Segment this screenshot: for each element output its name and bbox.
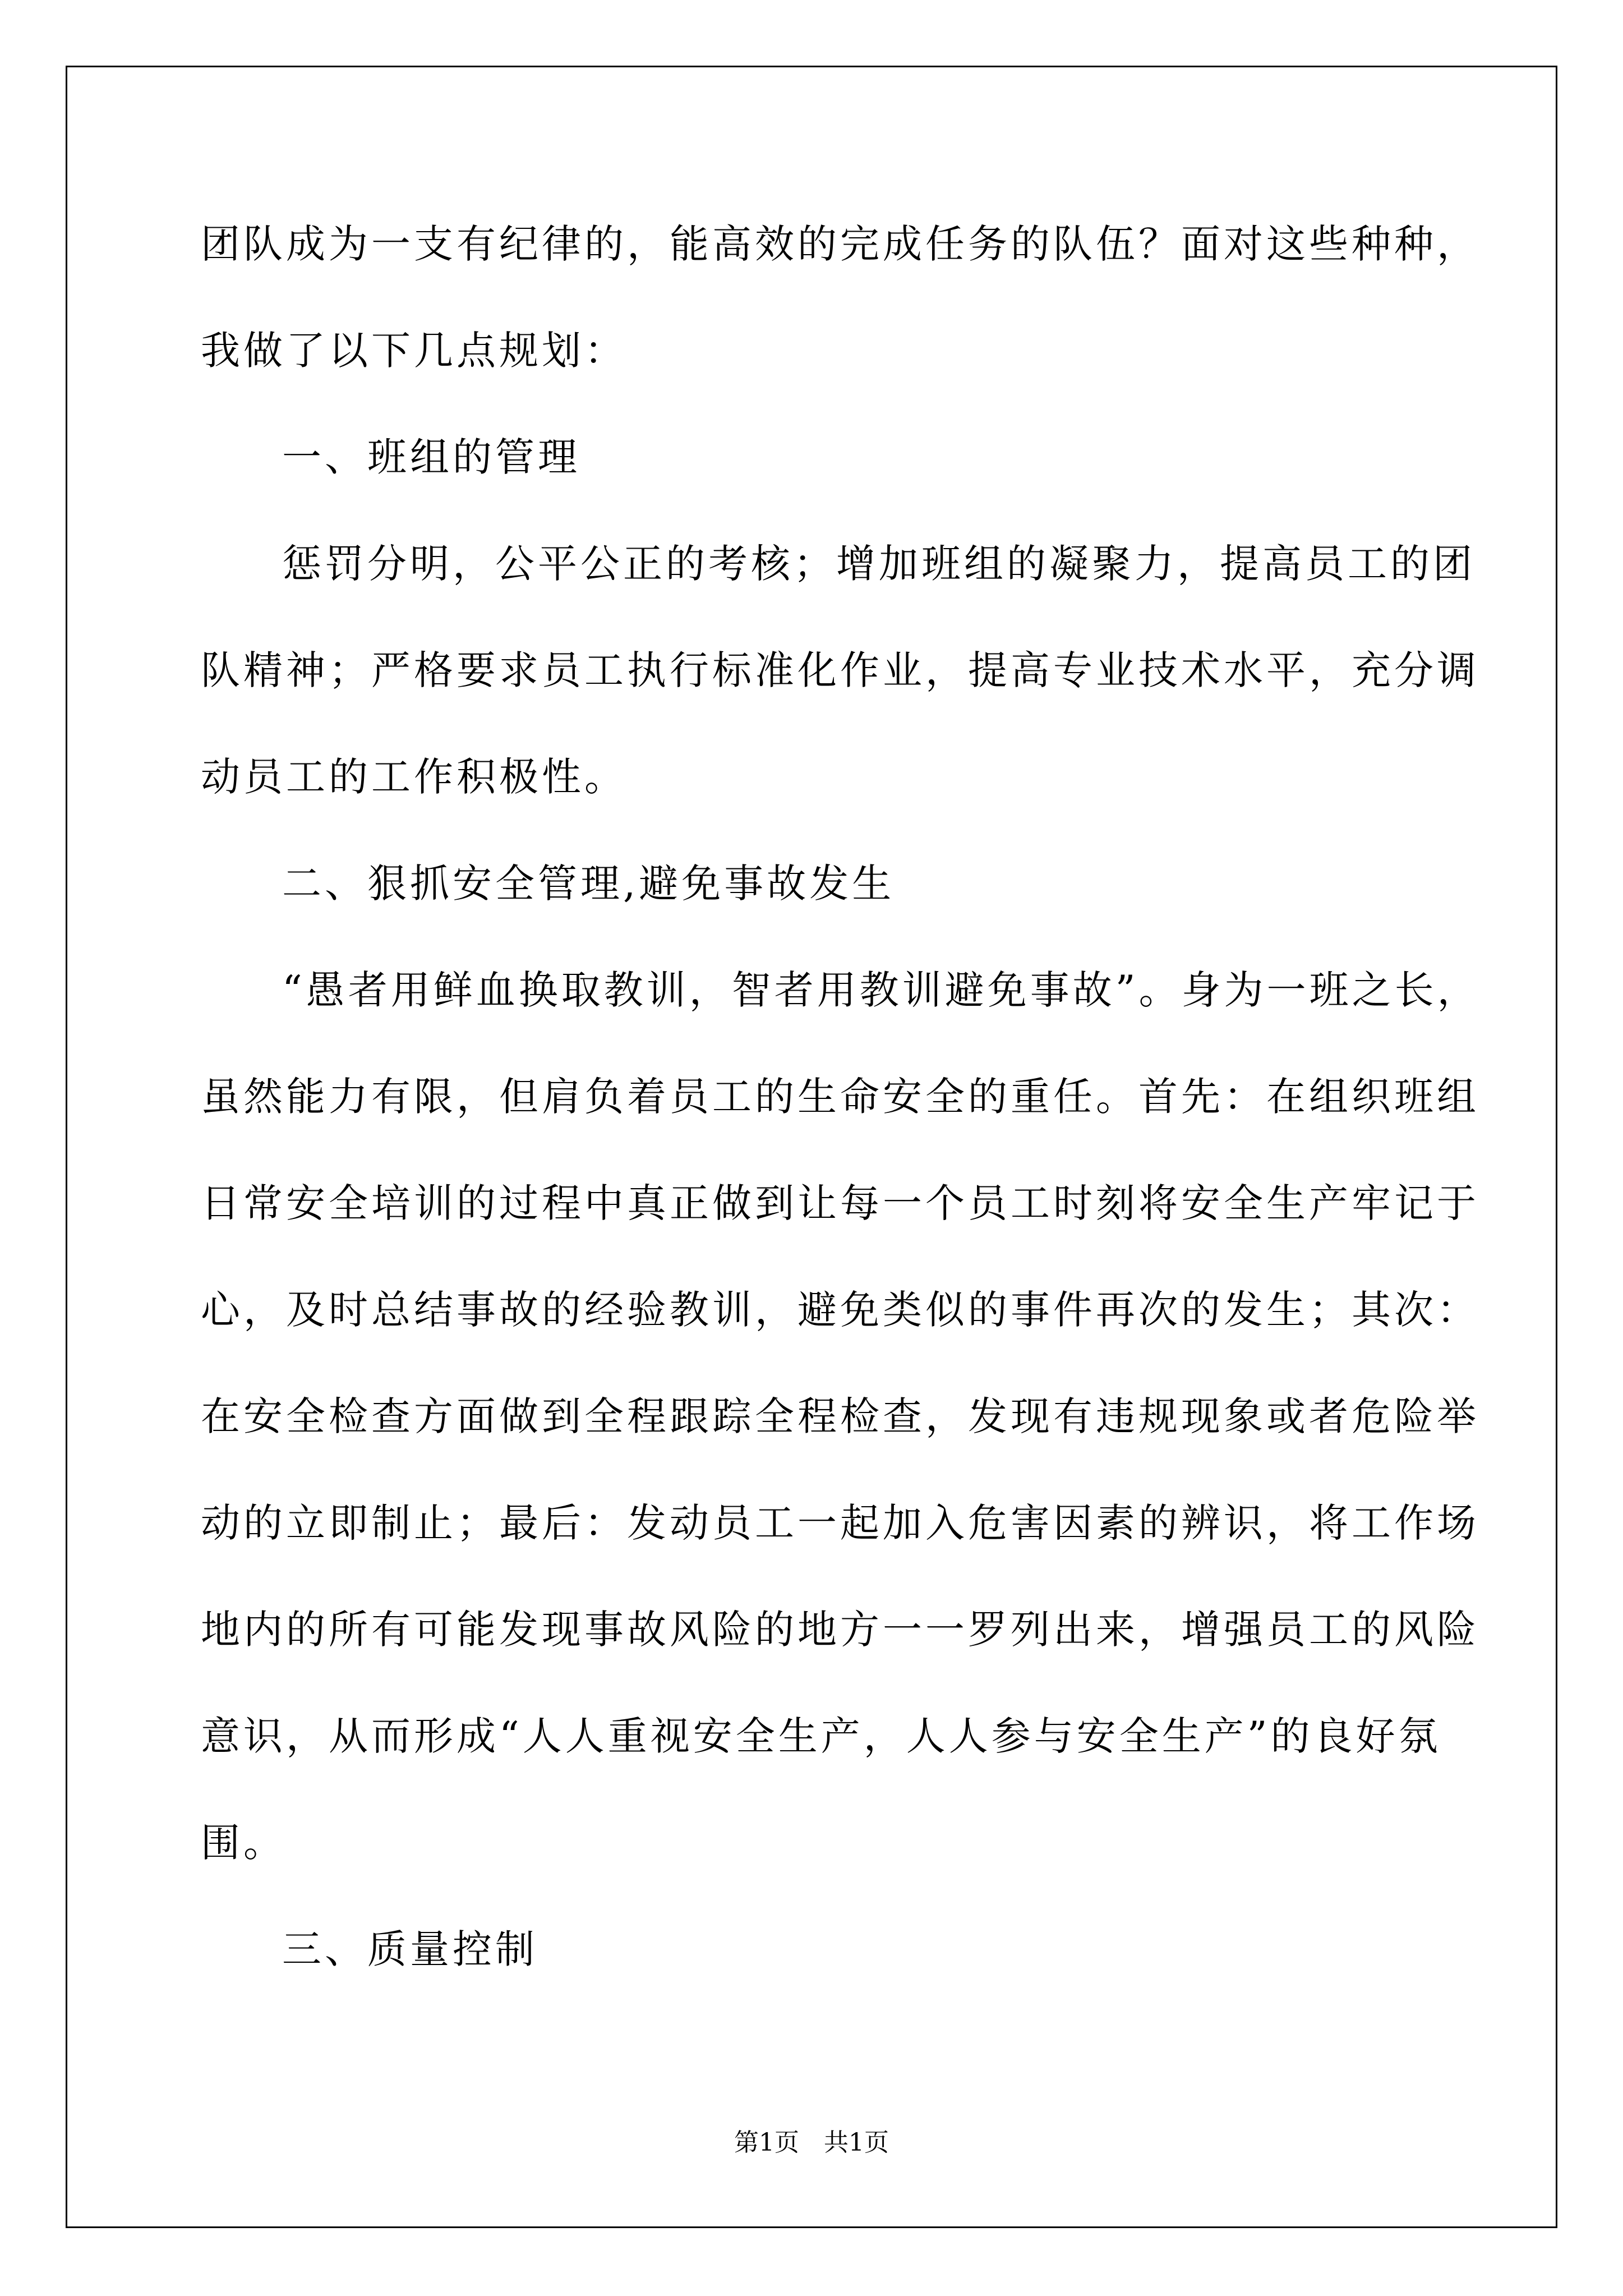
paragraph-line: 地内的所有可能发现事故风险的地方一一罗列出来，增强员工的风险 <box>201 1607 1479 1653</box>
section-heading: 三、质量控制 <box>282 1926 538 1972</box>
paragraph-line: 虽然能力有限，但肩负着员工的生命安全的重任。首先：在组织班组 <box>201 1074 1479 1120</box>
paragraph-line: 心，及时总结事故的经验教训，避免类似的事件再次的发生；其次： <box>201 1287 1479 1333</box>
paragraph-line: 围。 <box>201 1820 286 1866</box>
paragraph-line: 动的立即制止；最后：发动员工一起加入危害因素的辨识，将工作场 <box>201 1500 1479 1546</box>
section-heading: 一、班组的管理 <box>282 434 580 480</box>
section-heading: 二、狠抓安全管理,避免事故发生 <box>282 861 895 907</box>
paragraph-line: 我做了以下几点规划： <box>201 328 627 374</box>
paragraph-line: 意识，从而形成“人人重视安全生产，人人参与安全生产”的良好氛 <box>201 1713 1441 1759</box>
paragraph-line: 团队成为一支有纪律的，能高效的完成任务的队伍？面对这些种种， <box>201 221 1479 267</box>
paragraph-line: 队精神；严格要求员工执行标准化作业，提高专业技术水平，充分调 <box>201 647 1479 693</box>
paragraph-line: “愚者用鲜血换取教训，智者用教训避免事故”。身为一班之长， <box>282 967 1480 1013</box>
page-border <box>66 66 1557 2228</box>
paragraph-line: 在安全检查方面做到全程跟踪全程检查，发现有违规现象或者危险举 <box>201 1393 1479 1439</box>
paragraph-line: 动员工的工作积极性。 <box>201 754 627 800</box>
page-footer: 第1页 共1页 <box>734 2128 889 2157</box>
paragraph-line: 日常安全培训的过程中真正做到让每一个员工时刻将安全生产牢记于 <box>201 1180 1479 1226</box>
paragraph-line: 惩罚分明，公平公正的考核；增加班组的凝聚力，提高员工的团 <box>282 541 1476 587</box>
